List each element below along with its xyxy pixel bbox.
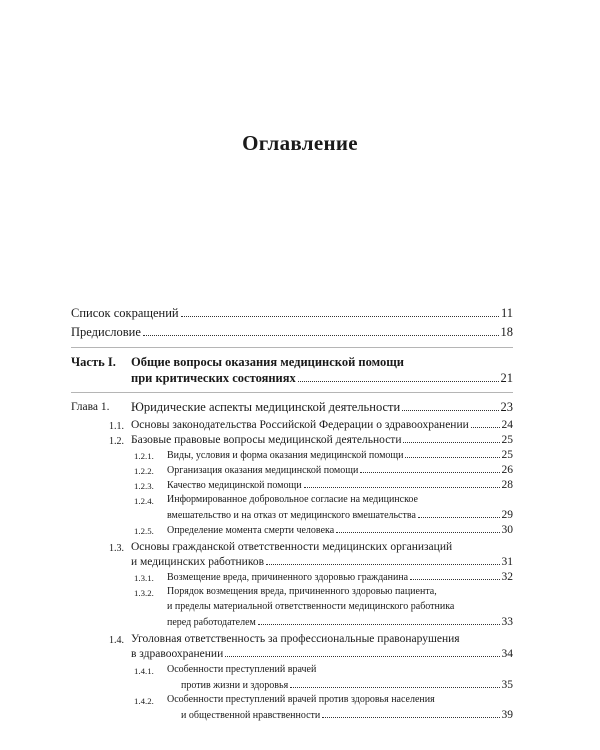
dot-leader (290, 687, 499, 688)
toc-entry-label: в здравоохранении (131, 648, 224, 660)
toc-entry-label: Виды, условия и форма оказания медицинской помощи (167, 450, 404, 461)
toc-entry-line1[interactable]: Уголовная ответственность за профессиональные правонарушения (131, 633, 460, 645)
toc-page-number: 32 (501, 571, 513, 583)
toc-entry-label: Организация оказания медицинской помощи (167, 465, 359, 476)
toc-entry-label: перед работодателем (167, 617, 256, 628)
toc-entry-label: и медицинских работников (131, 556, 265, 568)
toc-page-number: 24 (501, 419, 513, 431)
dot-leader (258, 624, 500, 625)
toc-page-number: 18 (500, 325, 513, 339)
toc-entry-line2[interactable]: и пределы материальной ответственности медицинского работника (167, 601, 455, 612)
toc-entry-line1[interactable]: Основы гражданской ответственности медицинских организаций (131, 541, 453, 553)
toc-entry-label: Возмещение вреда, причиненного здоровью гражданина (167, 572, 409, 583)
toc-page-number: 35 (501, 679, 513, 691)
toc-entry-1-2-3[interactable] (167, 479, 513, 491)
section-number: 1.2. (109, 436, 124, 447)
toc-entry-preface[interactable] (71, 325, 513, 340)
subsection-number: 1.4.2. (134, 696, 154, 706)
dot-leader (143, 335, 499, 336)
dot-leader (336, 532, 499, 533)
page-title: Оглавление (242, 131, 358, 155)
subsection-number: 1.3.2. (134, 588, 154, 598)
dot-leader (322, 717, 499, 718)
part-title-line1[interactable]: Общие вопросы оказания медицинской помощи (131, 355, 404, 369)
toc-entry-abbreviations[interactable] (71, 306, 513, 321)
section-number: 1.4. (109, 635, 124, 646)
subsection-number: 1.3.1. (134, 573, 154, 583)
toc-entry-1-3[interactable] (131, 556, 513, 568)
toc-page-number: 21 (500, 371, 513, 385)
toc-page-number: 31 (501, 556, 513, 568)
toc-entry-chapter1[interactable] (131, 400, 513, 415)
toc-entry-1-2-2[interactable] (167, 464, 513, 476)
divider-bottom (71, 392, 513, 393)
toc-entry-1-3-2[interactable] (167, 616, 513, 628)
toc-entry-line1[interactable]: Порядок возмещения вреда, причиненного здоровью пациента, (167, 586, 437, 597)
toc-entry-label: Список сокращений (71, 306, 179, 320)
toc-entry-1-3-1[interactable] (167, 571, 513, 583)
dot-leader (405, 457, 499, 458)
section-number: 1.3. (109, 543, 124, 554)
dot-leader (360, 472, 499, 473)
part-number: Часть I. (71, 355, 116, 369)
toc-entry-1-1[interactable] (131, 419, 513, 431)
subsection-number: 1.2.3. (134, 481, 154, 491)
toc-page-number: 33 (501, 616, 513, 628)
subsection-number: 1.4.1. (134, 666, 154, 676)
toc-page-number: 29 (501, 509, 513, 521)
toc-entry-1-4-2[interactable] (181, 709, 513, 721)
toc-entry-1-2-4[interactable] (167, 509, 513, 521)
toc-entry-label: Базовые правовые вопросы медицинской деятельности (131, 434, 402, 446)
toc-entry-part1[interactable] (131, 371, 513, 386)
toc-entry-1-2-1[interactable] (167, 449, 513, 461)
dot-leader (266, 564, 499, 565)
toc-entry-line1[interactable]: Информированное добровольное согласие на медицинское (167, 494, 418, 505)
toc-entry-label: Основы законодательства Российской Федерации о здравоохранении (131, 419, 469, 431)
toc-page-number: 30 (501, 524, 513, 536)
toc-page-number: 25 (501, 434, 513, 446)
toc-entry-label: и общественной нравственности (181, 710, 321, 721)
toc-entry-label: Предисловие (71, 325, 141, 339)
toc-entry-label: вмешательство и на отказ от медицинского вмешательства (167, 510, 416, 521)
subsection-number: 1.2.5. (134, 526, 154, 536)
subsection-number: 1.2.4. (134, 496, 154, 506)
toc-entry-1-4[interactable] (131, 648, 513, 660)
dot-leader (410, 579, 499, 580)
dot-leader (225, 656, 499, 657)
toc-entry-1-2[interactable] (131, 434, 513, 446)
toc-entry-label: Юридические аспекты медицинской деятельности (131, 400, 401, 414)
toc-page-number: 28 (501, 479, 513, 491)
toc-page-number: 11 (500, 306, 513, 320)
toc-page-number: 26 (501, 464, 513, 476)
toc-entry-1-2-5[interactable] (167, 524, 513, 536)
toc-entry-label: при критических состояниях (131, 371, 296, 385)
dot-leader (298, 381, 499, 382)
dot-leader (418, 517, 500, 518)
dot-leader (304, 487, 500, 488)
subsection-number: 1.2.2. (134, 466, 154, 476)
dot-leader (471, 427, 500, 428)
toc-entry-line1[interactable]: Особенности преступлений врачей (167, 664, 317, 675)
toc-entry-line1[interactable]: Особенности преступлений врачей против здоровья населения (167, 694, 435, 705)
divider-top (71, 347, 513, 348)
toc-page-number: 39 (501, 709, 513, 721)
section-number: 1.1. (109, 421, 124, 432)
subsection-number: 1.2.1. (134, 451, 154, 461)
toc-entry-1-4-1[interactable] (181, 679, 513, 691)
dot-leader (403, 442, 499, 443)
chapter-number: Глава 1. (71, 401, 110, 413)
toc-entry-label: Качество медицинской помощи (167, 480, 302, 491)
toc-page-number: 34 (501, 648, 513, 660)
toc-entry-label: Определение момента смерти человека (167, 525, 335, 536)
dot-leader (402, 410, 498, 411)
toc-page-number: 25 (501, 449, 513, 461)
dot-leader (181, 316, 499, 317)
toc-entry-label: против жизни и здоровья (181, 680, 289, 691)
toc-page-number: 23 (500, 400, 513, 414)
